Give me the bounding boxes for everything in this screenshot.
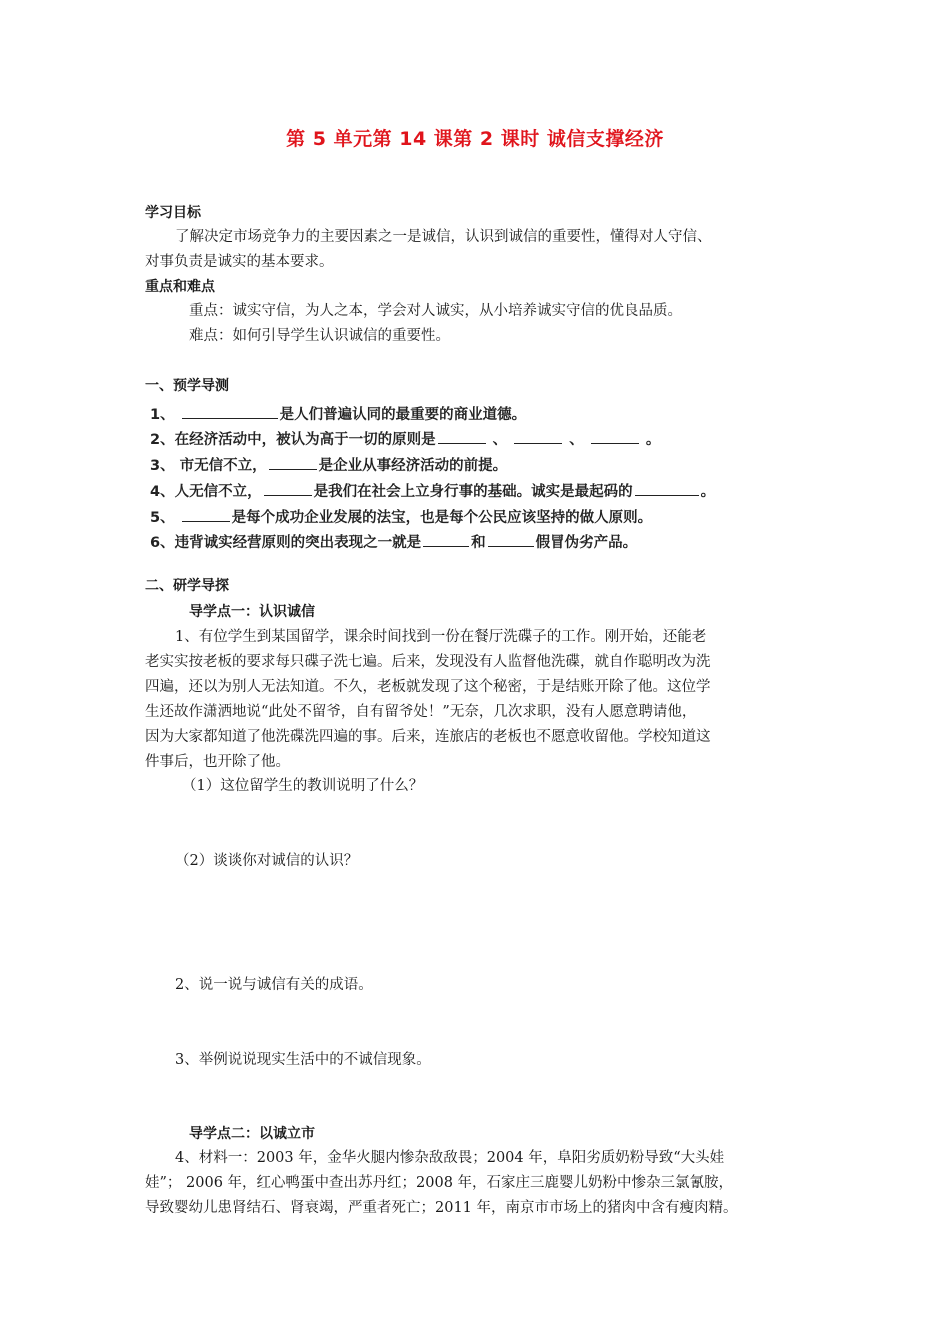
material-line: 导致婴幼儿患肾结石、肾衰竭，严重者死亡；2011 年，南京市市场上的猪肉中含有瘦肉精。	[145, 1200, 738, 1216]
question-text: 和	[471, 535, 486, 551]
question-number: 5、	[150, 510, 175, 526]
study-heading: 二、研学导探	[145, 578, 229, 594]
material-line: 娃”； 2006 年，红心鸭蛋中查出苏丹红；2008 年，石家庄三鹿婴儿奶粉中惨杂三氯氰胺，	[145, 1175, 734, 1191]
question-end: 。	[645, 432, 661, 448]
question-text: 是企业从事经济活动的前提。	[318, 458, 508, 474]
keypoints-difficulty: 难点：如何引导学生认识诚信的重要性。	[189, 328, 450, 344]
question-number: 1、	[150, 407, 175, 423]
answer-blank[interactable]	[423, 532, 469, 547]
question-number: 2、	[150, 432, 175, 448]
question-number: 3、	[150, 458, 175, 474]
preview-question-4	[150, 481, 715, 502]
answer-blank[interactable]	[264, 481, 312, 496]
separator: 、	[492, 432, 508, 448]
objectives-text-2: 对事负责是诚实的基本要求。	[145, 254, 334, 270]
question-number: 4、	[150, 484, 175, 500]
sub-question-1: （1）这位留学生的教训说明了什么？	[182, 778, 424, 794]
question-text: 人无信不立，	[174, 484, 262, 500]
study-point-2: 导学点二：以诚立市	[189, 1126, 315, 1142]
answer-blank[interactable]	[591, 429, 639, 444]
answer-blank[interactable]	[182, 404, 278, 419]
study-question-2: 2、说一说与诚信有关的成语。	[175, 977, 373, 993]
answer-blank[interactable]	[269, 455, 317, 470]
preview-heading: 一、预学导测	[145, 378, 229, 394]
answer-blank[interactable]	[635, 481, 699, 496]
story-line: 老实实按老板的要求每只碟子洗七遍。后来，发现没有人监督他洗碟，就自作聪明改为洗	[145, 654, 711, 670]
question-text: 违背诚实经营原则的突出表现之一就是	[174, 535, 422, 551]
preview-question-3	[150, 455, 507, 476]
material-line: 4、材料一：2003 年，金华火腿内惨杂敌敌畏；2004 年，阜阳劣质奶粉导致“大头娃	[175, 1150, 725, 1166]
question-text: 假冒伪劣产品。	[535, 535, 638, 551]
question-text: 在经济活动中，被认为高于一切的原则是	[174, 432, 436, 448]
page-title: 第 5 单元第 14 课第 2 课时 诚信支撑经济	[286, 128, 664, 150]
answer-blank[interactable]	[182, 507, 230, 522]
story-line: 件事后，也开除了他。	[145, 754, 290, 770]
answer-blank[interactable]	[488, 532, 534, 547]
preview-question-6	[150, 532, 637, 553]
objectives-text-1: 了解决定市场竞争力的主要因素之一是诚信，认识到诚信的重要性，懂得对人守信、	[175, 229, 712, 245]
answer-blank[interactable]	[514, 429, 562, 444]
preview-question-2	[150, 429, 660, 450]
story-line: 1、有位学生到某国留学，课余时间找到一份在餐厅洗碟子的工作。刚开始，还能老	[175, 629, 707, 645]
question-number: 6、	[150, 535, 175, 551]
question-text: 是每个成功企业发展的法宝，也是每个公民应该坚持的做人原则。	[231, 510, 653, 526]
keypoints-key: 重点：诚实守信，为人之本，学会对人诚实，从小培养诚实守信的优良品质。	[189, 303, 682, 319]
question-text: 是我们在社会上立身行事的基础。诚实是最起码的	[313, 484, 633, 500]
question-end: 。	[700, 484, 716, 500]
question-text: 市无信不立，	[179, 458, 267, 474]
objectives-heading: 学习目标	[145, 205, 201, 221]
keypoints-heading: 重点和难点	[145, 279, 215, 295]
answer-blank[interactable]	[438, 429, 486, 444]
story-line: 因为大家都知道了他洗碟洗四遍的事。后来，连旅店的老板也不愿意收留他。学校知道这	[145, 729, 711, 745]
preview-question-5	[150, 507, 652, 528]
story-line: 生还故作潇洒地说“此处不留爷，自有留爷处！”无奈，几次求职，没有人愿意聘请他，	[145, 704, 697, 720]
preview-question-1	[150, 404, 526, 425]
story-line: 四遍，还以为别人无法知道。不久，老板就发现了这个秘密，于是结账开除了他。这位学	[145, 679, 711, 695]
separator: 、	[569, 432, 584, 448]
sub-question-2: （2）谈谈你对诚信的认识？	[175, 853, 359, 869]
question-text: 是人们普遍认同的最重要的商业道德。	[279, 407, 527, 423]
study-question-3: 3、举例说说现实生活中的不诚信现象。	[175, 1052, 431, 1068]
study-point-1: 导学点一：认识诚信	[189, 604, 315, 620]
